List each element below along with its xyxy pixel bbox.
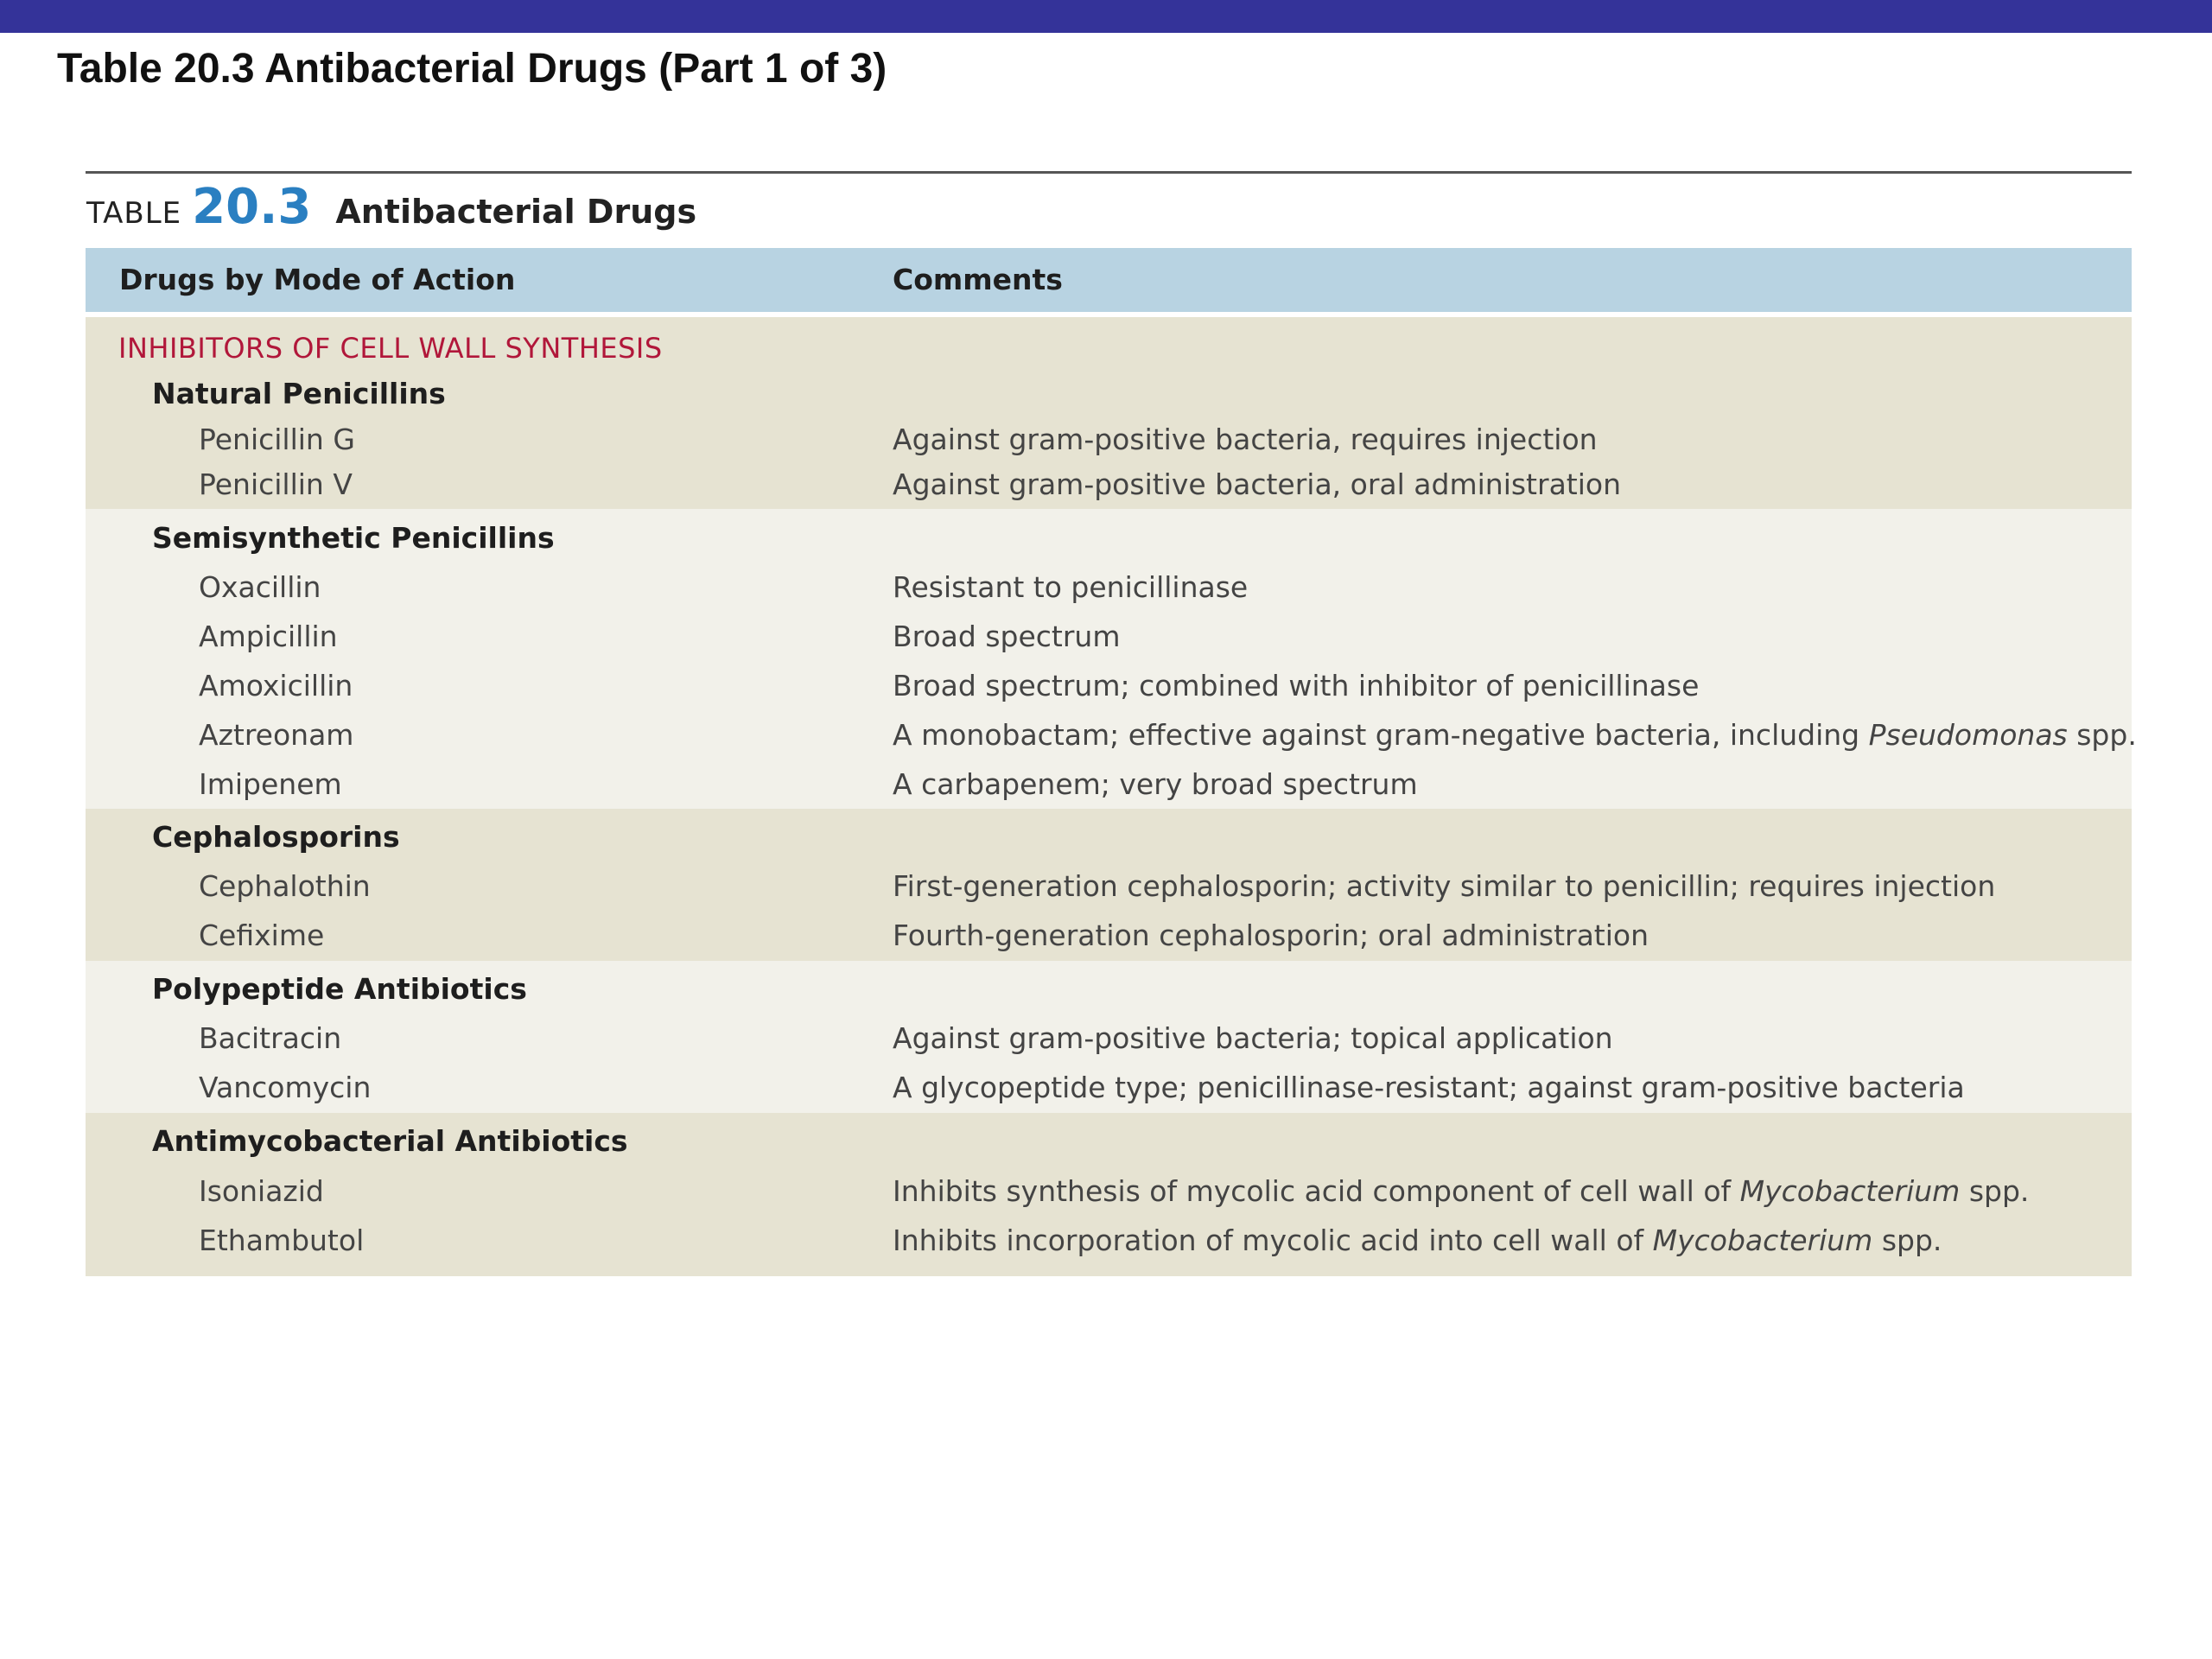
comment-genus-italic: Mycobacterium [1652,1224,1873,1257]
group-heading: Semisynthetic Penicillins [152,521,555,555]
drug-comment [893,1217,1942,1265]
comment-text: Inhibits synthesis of mycolic acid component of cell wall of [893,1174,1740,1208]
comment-genus-italic: Mycobacterium [1739,1174,1961,1208]
drug-name: Cephalothin [199,869,371,903]
drug-name: Oxacillin [199,570,321,604]
group-heading-row [86,813,2132,861]
table-row [86,912,2132,960]
drug-comment: A glycopeptide type; penicillinase-resistant; against gram-positive bacteria [893,1071,1965,1104]
group-heading: Antimycobacterial Antibiotics [152,1124,628,1158]
drug-name: Penicillin G [199,423,355,456]
table-row [86,1064,2132,1112]
table-row [86,711,2137,760]
table-row [86,760,2132,809]
category-heading: INHIBITORS OF CELL WALL SYNTHESIS [118,332,663,365]
column-header-comments: Comments [893,263,1063,296]
top-banner-bar [0,0,2212,33]
group-heading: Natural Penicillins [152,377,446,410]
drug-name: Isoniazid [199,1174,324,1208]
drug-name: Bacitracin [199,1021,342,1055]
drug-name: Ampicillin [199,620,338,653]
table-row [86,1014,2132,1063]
drug-comment: Fourth-generation cephalosporin; oral administration [893,918,1649,952]
caption-table-number: 20.3 [192,179,312,235]
drug-comment: Against gram-positive bacteria; topical application [893,1021,1613,1055]
table-row [86,1217,2132,1265]
comment-text: Inhibits incorporation of mycolic acid into cell wall of [893,1224,1653,1257]
group-heading-row [86,514,2132,563]
drug-comment [893,711,2137,760]
table-band-natural-penicillins [86,317,2132,509]
table-row [86,1167,2132,1216]
drug-comment: A carbapenem; very broad spectrum [893,767,1418,801]
table-row [86,416,2132,464]
category-row [86,324,2132,372]
group-heading-row [86,965,2132,1014]
group-heading-row [86,1117,2132,1166]
drug-name: Cefixime [199,918,325,952]
drug-name: Vancomycin [199,1071,372,1104]
comment-text-suffix: spp. [1960,1174,2030,1208]
drug-name: Aztreonam [199,718,354,752]
drug-comment: Against gram-positive bacteria, requires injection [893,423,1598,456]
drug-comment: Against gram-positive bacteria, oral administration [893,467,1621,501]
comment-genus-italic: Pseudomonas [1868,718,2068,752]
drug-name: Ethambutol [199,1224,365,1257]
comment-text-suffix: spp. [1872,1224,1942,1257]
group-heading-row [86,370,2132,418]
column-header-drugs: Drugs by Mode of Action [119,263,516,296]
table-band-antimycobacterial-antibiotics [86,1113,2132,1276]
table-band-cephalosporins [86,809,2132,961]
comment-text-suffix: spp. [2067,718,2137,752]
slide-title: Table 20.3 Antibacterial Drugs (Part 1 of 3) [57,46,887,92]
drug-comment: Resistant to penicillinase [893,570,1249,604]
drug-comment: Broad spectrum; combined with inhibitor of penicillinase [893,669,1700,702]
table-header-row [86,248,2132,317]
comment-text: A monobactam; effective against gram-negative bacteria, including [893,718,1869,752]
caption-table-word: TABLE [86,196,182,231]
group-heading: Polypeptide Antibiotics [152,972,527,1006]
table-row [86,862,2132,911]
table-row [86,662,2132,710]
group-heading: Cephalosporins [152,820,400,854]
caption-table-title: Antibacterial Drugs [335,193,697,231]
table-row [86,613,2132,661]
drug-comment: First-generation cephalosporin; activity similar to penicillin; requires injection [893,869,1996,903]
table-top-rule [86,171,2132,174]
table-band-semisynthetic-penicillins [86,509,2137,809]
drug-comment [893,1167,2029,1216]
table-row [86,563,2132,612]
table-row [86,461,2132,509]
table-caption [86,179,696,239]
drug-name: Amoxicillin [199,669,353,702]
drug-name: Penicillin V [199,467,353,501]
table-band-polypeptide-antibiotics [86,961,2132,1113]
drug-name: Imipenem [199,767,342,801]
drug-comment: Broad spectrum [893,620,1121,653]
